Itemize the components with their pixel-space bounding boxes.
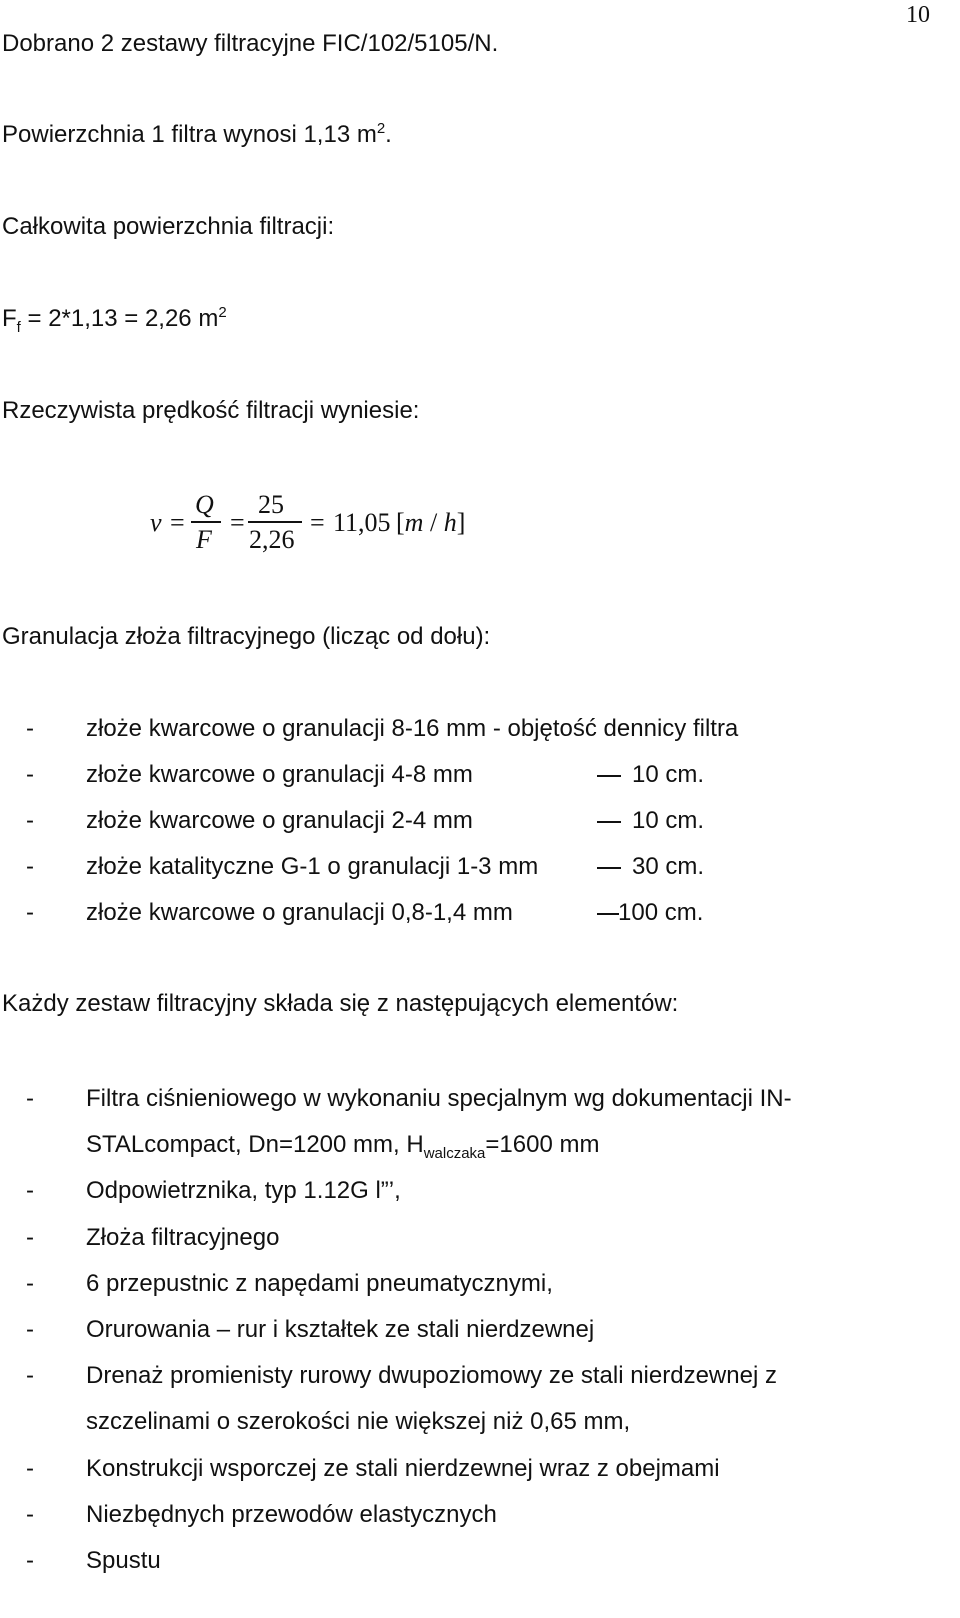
leader-dash [597,821,621,823]
filter-area-text [2,120,392,150]
granulation-text: złoże katalityczne G-1 o granulacji 1-3 mm [86,853,539,880]
formula-eq1: = [170,508,185,537]
list-dash: - [26,1085,34,1112]
layer-thickness: 100 cm. [618,899,704,926]
velocity-formula [150,484,490,564]
components-list [26,1076,932,1584]
velocity-label: Rzeczywista prędkość filtracji wyniesie: [2,397,420,424]
list-item [26,1353,932,1445]
item-text: Konstrukcji wsporczej ze stali nierdzewnej wraz z obejmami [86,1454,720,1482]
ff-subscript: f [16,318,21,336]
total-area-label: Całkowita powierzchnia filtracji: [2,213,335,240]
list-dash: - [26,1223,34,1251]
fraction-bar-2 [248,521,302,523]
unit-h: h [443,508,457,537]
ff-equation [2,304,227,334]
formula-eq3: = [310,508,325,537]
layer-thickness: 10 cm. [632,761,705,788]
item-text: Drenaż promienisty rurowy dwupoziomowy ze stali nierdzewnej z [86,1362,777,1390]
list-dash: - [26,1500,34,1528]
list-item [26,1492,932,1538]
item-text: Orurowania – rur i kształtek ze stali nierdzewnej [86,1316,595,1344]
item-text: Spustu [86,1547,161,1575]
list-item [26,1168,932,1214]
list-item [26,1215,932,1261]
unit-close: ] [456,508,466,537]
unit-m: m [404,508,424,537]
granulation-text: złoże kwarcowe o granulacji 0,8-1,4 mm [86,899,513,926]
cont-pre: STALcompact, Dn=1200 mm, H [86,1131,424,1159]
formula-unit [396,508,465,538]
formula-num1: Q [195,490,214,519]
list-dash: - [26,1177,34,1205]
list-item [26,1307,932,1353]
granulation-text: złoże kwarcowe o granulacji 2-4 mm [86,807,473,834]
unit-open: [ [396,508,405,537]
list-dash: - [26,807,34,834]
ff-value: = 2*1,13 = 2,26 m [20,305,219,332]
filter-area-end: . [385,121,392,148]
list-dash: - [26,1547,34,1575]
set-intro-text: Każdy zestaw filtracyjny składa się z następujących elementów: [2,990,679,1017]
formula-eq2: = [230,508,245,537]
formula-den2: 2,26 [249,525,295,554]
item-text: Niezbędnych przewodów elastycznych [86,1500,497,1528]
granulation-text: złoże kwarcowe o granulacji 8-16 mm - objętość dennicy filtra [86,715,739,742]
list-item [26,1538,932,1584]
list-item [26,1261,932,1307]
list-dash: - [26,761,34,788]
item-continuation: szczelinami o szerokości nie większej niż 0,65 mm, [86,1408,631,1436]
fraction-bar-1 [191,521,221,523]
ff-superscript: 2 [218,304,227,321]
leader-dash [597,775,621,777]
list-dash: - [26,853,34,880]
list-item [26,1076,932,1168]
filter-area-sup: 2 [376,120,386,137]
list-item [26,1446,932,1492]
item-text: Filtra ciśnieniowego w wykonaniu specjalnym wg dokumentacji IN- [86,1085,792,1112]
item-text: Złoża filtracyjnego [86,1223,280,1251]
cont-post: =1600 mm [485,1131,600,1159]
granulation-label: Granulacja złoża filtracyjnego (licząc od dołu): [2,623,491,650]
formula-result: 11,05 [333,508,391,537]
list-dash: - [26,1269,34,1297]
item-text: 6 przepustnic z napędami pneumatycznymi, [86,1269,553,1297]
cont-sub: walczaka [423,1145,486,1162]
formula-num2: 25 [258,490,284,519]
ff-symbol: F [2,305,17,332]
unit-slash: / [423,508,444,537]
page-number: 10 [906,2,930,28]
item-text: Odpowietrznika, typ 1.12G l”’, [86,1177,401,1205]
item-continuation [86,1122,932,1168]
formula-v: v [150,508,162,537]
filter-area-main: Powierzchnia 1 filtra wynosi 1,13 m [2,121,377,148]
layer-thickness: 10 cm. [632,807,705,834]
leader-dash [597,913,619,915]
list-dash: - [26,1362,34,1390]
list-dash: - [26,1316,34,1344]
layer-thickness: 30 cm. [632,853,705,880]
leader-dash [597,867,621,869]
granulation-text: złoże kwarcowe o granulacji 4-8 mm [86,761,473,788]
formula-den1: F [196,525,212,554]
filters-chosen-text: Dobrano 2 zestawy filtracyjne FIC/102/5105/N. [2,30,499,57]
list-dash: - [26,1454,34,1482]
list-dash: - [26,715,34,742]
list-dash: - [26,899,34,926]
